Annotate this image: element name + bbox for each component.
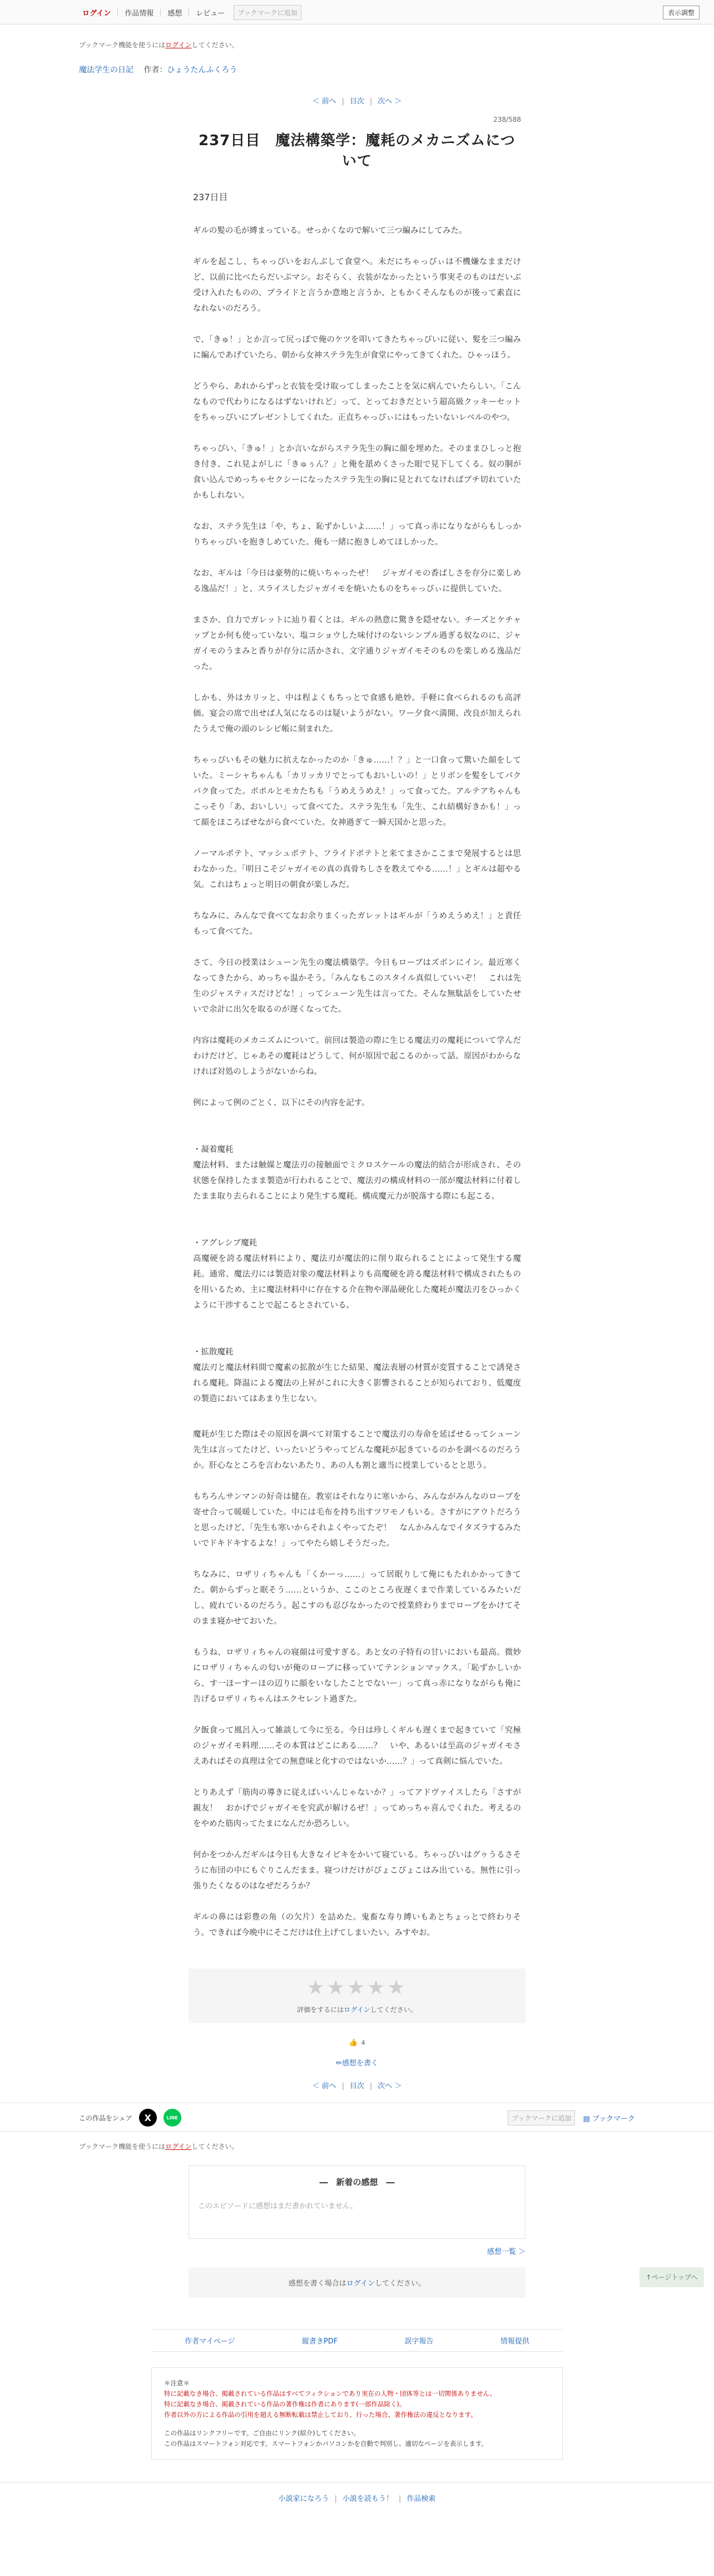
caution-red-text: 特に記載なき場合、掲載されている作品の著作権は作者にあります(一部作品除く)。: [164, 2400, 406, 2408]
section-title: ・凝着魔耗: [193, 1145, 234, 1154]
reaction-row: [0, 2039, 714, 2047]
author-link[interactable]: ひょうたんふくろう: [167, 66, 237, 75]
bookmark-login-notice: [79, 2142, 635, 2151]
body-paragraph: ちゃっぴい、「きゅ！」とか言いながらステラ先生の胸に顔を埋めた。そのままひしっと抱き付き、これ見よがしに「きゅぅん？」と俺を舐めくさった眼で見下してくる。奴の胴が食い込んでめっちゃセクシーになったステラ先生の胸に見とれてなければブチ切れていたかもしれない。: [193, 444, 521, 500]
reaction-count: 4: [361, 2039, 365, 2046]
bookmark-add-button-disabled: ブックマークに追加: [508, 2110, 575, 2125]
body-paragraph: ギルを起こし、ちゃっぴいをおんぶして食堂へ。未だにちゃっぴぃは不機嫌なままだけど、以前に比べたらだいぶマシ。おそらく、衣装がなかったという事実そのものはだいぶ受け入れたものの、プライドと言うか意地と言うか、ともかくそんなものが後って素直になれないのだろう。: [193, 258, 521, 313]
vertical-pdf-link[interactable]: 縦書きPDF: [301, 2337, 338, 2346]
bottom-links: [0, 2482, 714, 2518]
section-title: ・拡散魔耗: [193, 1348, 234, 1357]
star-rating-icon[interactable]: ★★★★★: [306, 1976, 408, 1999]
body-paragraph: 何かをつかんだギルは今日も大きなイビキをかいて寝ている。ちゃっぴいはグゥうるさそうに布団の中にもぐりこんだまま。寝つけだけがぴょこぴょこはみ出ている。無性に引っ張りたくなるのはなぜだろうか？: [193, 1851, 521, 1891]
login-link[interactable]: ログイン: [82, 9, 111, 18]
top-bar-inner: [79, 0, 635, 24]
body-paragraph: まさか、自力でガレットに辿り着くとは。ギルの熱意に驚きを隠せない。チーズとケチャップとか何も使っていない、塩コショウした味付けのないシンプル過ぎる奴なのに、ジャガイモのうまみと香りが存分に活かされ、文字通りジャガイモそのものを楽しめる逸品だった。: [193, 616, 521, 671]
review-write-text: してください。: [375, 2280, 426, 2288]
body-paragraph: 内容は魔耗のメカニズムについて。前回は製造の際に生じる魔法刃の魔耗について学んだわけだけど、じゃあその魔耗はどうして、何が原因で起こるのかって話。原因がわからなければ対処のしようがないからね。: [193, 1036, 521, 1076]
caution-box: [151, 2367, 563, 2460]
body-paragraph: 例によって例のごとく、以下にその内容を記す。: [193, 1099, 370, 1107]
lower-container: [79, 2142, 635, 2151]
thumbs-up-icon[interactable]: 👍: [349, 2039, 358, 2047]
rating-note-text: してください。: [370, 2006, 417, 2014]
no-reviews-text: このエピソードに感想はまだ書かれていません。: [198, 2202, 358, 2211]
caution-red-text: 作者以外の方による作品の引用を超える無断転載は禁止しており、行った場合、著作権法の違反となります。: [164, 2411, 477, 2419]
episode-count: 238/588: [493, 116, 521, 123]
body-paragraph: ギルの髪の毛が縛まっている。せっかくなので解いて三つ編みにしてみた。: [193, 226, 467, 235]
body-paragraph: ギルの鼻には彩豊の角（の欠片）を詰めた。鬼畜な寿り縛いもあとちょっとで終わりそう。できれば今晩中にそこだけは仕上げてしまいたい。みすやお。: [193, 1913, 521, 1937]
rating-note-text: 評価をするには: [297, 2006, 344, 2014]
share-inner: [79, 2103, 635, 2132]
bottom-sep: |: [399, 2495, 401, 2503]
pager-sep: |: [341, 2082, 344, 2090]
series-line: [79, 64, 635, 75]
page-top-button[interactable]: ↑ページトップへ: [639, 2267, 704, 2287]
review-short-link[interactable]: レビュー: [196, 9, 225, 18]
review-list-link-wrap: [189, 2246, 525, 2256]
notice-text: ブックマーク機能を使うには: [79, 2143, 166, 2150]
pager-sep: |: [370, 97, 373, 106]
reviews-link[interactable]: 感想: [167, 9, 182, 18]
section-title: ・アグレシブ魔耗: [193, 1239, 257, 1248]
body-paragraph: ノーマルポテト、マッシュポテト、フライドポテトと来てまさかここまで発展するとは思わなかった。「明日こそジャガイモの真の真骨ちしさを教えてやる……！」とギルは超やる気。これはちょっと明日の朝食が楽しみだ。: [193, 849, 521, 889]
review-login-link[interactable]: ログイン: [346, 2280, 375, 2288]
toc-link[interactable]: 目次: [349, 97, 364, 106]
body-paragraph: 夕飯食って風呂入って雑談して今に至る。今日は珍しくギルも遅くまで起きていて「究極のジャガイモ料理……その本質はどこにある……？ いや、あるいは至高のジャガイモさえあればその真理は全ての無意味と化すのではないか……？」って真剣に悩んでいた。: [193, 1726, 521, 1766]
body-paragraph: もちろんサンマンの好奇は健在。教室はそれなりに寒いから、みんながみんなのローブを寄せ合って暖暖していた。中には毛布を持ち出すツワモノもいる。さすがにアウトだろうと思ったけど、「先生も寒いからそれよくやってたぞ！ なんかみんなでイタズラするみたいでドキドキするよな！」ってやたら嬉しそうだった。: [193, 1492, 521, 1548]
works-info-link[interactable]: 作品情報: [125, 9, 154, 18]
work-search-link[interactable]: 作品検索: [406, 2495, 436, 2503]
caution-heading: ＊注意＊: [164, 2379, 190, 2387]
pager-bottom: [0, 2080, 714, 2090]
notice-text: してください。: [191, 2143, 239, 2150]
yomou-link[interactable]: 小説を読もう！: [342, 2495, 393, 2503]
episode-body: [193, 223, 521, 1941]
section-body: 魔法材料、または触媒と魔法刃の接触面でミクロスケールの魔法的結合が形成され、その状態を保持したまま製造が行われることで、魔法刃の構成材料の一部が魔法材料に付着したまま取り去られることにより発生する魔耗。構成魔元力が脱落する際にも起こる。: [193, 1161, 521, 1201]
body-paragraph: ちなみに、みんなで食べてなお余りまくったガレットはギルが「うめえうめえ！」と責任もって食べてた。: [193, 912, 521, 936]
rating-login-link[interactable]: ログイン: [344, 2006, 370, 2014]
notice-login-link[interactable]: ログイン: [165, 2143, 192, 2150]
info-provide-link[interactable]: 情報提供: [500, 2337, 529, 2346]
rating-note: [189, 2005, 525, 2014]
author-label: 作者：: [143, 66, 167, 75]
new-reviews-heading: ― 新着の感想 ―: [319, 2177, 395, 2187]
body-paragraph: とりあえず「筋肉の導きに従えばいいんじゃないか？」ってアドヴァイスしたら「さすが親友！ おかげでジャガイモを究武が解けるぜ！」ってめっちゃ喜んでくれた。考えるのをやめた筋肉ってたまになんだか恐ろしい。: [193, 1788, 521, 1828]
body-paragraph: ちゃっぴいもその魅力に抗えなかったのか「きゅ……！？」と一口食って驚いた顔をしていた。ミーシャちゃんも「カリッカリでとってもおいしいの！」とリボンを髪をしてパクパク食ってた。ポポルとモカたちも「うめえうめえ！」って食ってた。アルテアちゃんもこっそり「あ、おいしい」って食べてた。ステラ先生も「先生、これ結構好きかも！」って顔をほころばせながら食べていた。女神過ぎて一瞬天国かと思った。: [193, 756, 521, 827]
body-paragraph: なお、ステラ先生は「や、ちょ、恥ずかしいよ……！」って真っ赤になりながらもしっかりちゃっぴいを抱きしめていた。俺も一緒に抱きしめてほしかった。: [193, 522, 521, 547]
bookmark-login-notice: [79, 40, 635, 50]
nav-divider: [117, 8, 118, 16]
notice-text: ブックマーク機能を使うには: [79, 41, 166, 49]
pager-sep: |: [341, 97, 344, 106]
caution-plain-text: この作品はスマートフォン対応です。スマートフォンかパソコンかを自動で判別し、適切なページを表示します。: [164, 2440, 488, 2448]
pager-top: [79, 95, 635, 106]
bottom-sep: |: [334, 2495, 337, 2503]
display-settings-button[interactable]: 表示調整: [663, 6, 700, 19]
narou-link[interactable]: 小説家になろう: [278, 2495, 329, 2503]
body-paragraph: ちなみに、ロザリィちゃんも「くかーっ……」って居眠りして俺にもたれかかってきてた。朝からずっと眠そう……というか、ここのところ夜遅くまで作業しているみたいだし、疲れているのだろう。起こすのも忍びなかったので授業終わりまでローブをかけてそのまま寝かせておいた。: [193, 1570, 521, 1626]
main-container: [79, 40, 635, 1941]
prev-link[interactable]: ＜ 前へ: [312, 97, 336, 106]
series-title-link[interactable]: 魔法学生の日記: [79, 66, 133, 75]
next-link[interactable]: 次へ ＞: [378, 97, 402, 106]
bookmark-icon: ▤: [583, 2114, 592, 2123]
episode-title: 237日目 魔法構築学：魔耗のメカニズムについて: [199, 132, 515, 170]
section-body: 魔法刃と魔法材料間で魔素の拡散が生じた結果、魔法表層の材質が変質することで誘発される魔耗。降温による魔法の上昇がこれに大きく影響されることが知られており、低魔度の製造においてはあまり生じない。: [193, 1363, 521, 1403]
caution-plain-text: この作品はリンクフリーです。ご自由にリンク(紹介)してください。: [164, 2429, 360, 2437]
section-body: 高魔硬を誇る魔法材料により、魔法刃が魔法的に削り取られることによって発生する魔耗。通常、魔法刃には製造対象の魔法材料よりも高魔硬を誇る魔法材料で構成されたものを用いるため、主に魔法材料中に存在する介在物や渾晶硬化した魔耗が魔法刃をひっかくように干渉することで起こるとされている。: [193, 1254, 521, 1310]
bookmark-link[interactable]: [583, 2113, 635, 2123]
top-bar: [0, 0, 714, 24]
rating-box: [189, 1969, 525, 2023]
body-paragraph: なお、ギルは「今日は豪勢的に焼いちゃったぜ！ ジャガイモの香ばしさを存分に楽しめる逸品だ！」と、スライスしたジャガイモを焼いたものをちゃっぴぃに提供していた。: [193, 569, 521, 594]
write-review-link[interactable]: ✏感想を書く: [336, 2059, 378, 2068]
prev-link[interactable]: ＜ 前へ: [312, 2082, 336, 2090]
new-reviews-box: [189, 2165, 525, 2239]
typo-report-link[interactable]: 誤字報告: [404, 2337, 434, 2346]
share-right: [505, 2110, 635, 2125]
pager-sep: |: [370, 2082, 373, 2090]
x-share-icon[interactable]: X: [139, 2109, 157, 2127]
line-share-icon[interactable]: LINE: [163, 2109, 181, 2127]
body-paragraph: どうやら、あれからずっと衣装を受け取ってしまったことを気に病んでいたらしい。「こんなもので代わりになるはずないけれど」って、とっておきだという超高級クッキーセットをちゃっぴいにプレゼントしてくれた。正直ちゃっぴぃにはもったいないレベルのやつ。: [193, 382, 521, 422]
bookmark-label: ブックマーク: [592, 2114, 635, 2123]
bookmark-add-button-disabled: ブックマークに追加: [234, 5, 301, 20]
author-mypage-link[interactable]: 作者マイページ: [185, 2337, 235, 2346]
review-write-box: [189, 2267, 525, 2298]
episode-subtitle: 237日目: [193, 192, 228, 202]
caution-red-text: 特に記載なき場合、掲載されている作品はすべてフィクションであり実在の人物・団体等とは一切関係ありません。: [164, 2390, 497, 2397]
body-paragraph: で、「きゅ！」とか言って尻っぽで俺のケツを叩いてきたちゃっぴいに従い、髪を三つ編みに編んであげていたら、朝から女神ステラ先生が食堂にやってきてくれた。ひゃっほう。: [193, 335, 521, 360]
nav-divider: [160, 8, 161, 16]
episode-wrap: [193, 116, 521, 1941]
review-write-text: 感想を書く場合は: [288, 2280, 346, 2288]
toc-link[interactable]: 目次: [349, 2082, 364, 2090]
footer-links: [151, 2329, 563, 2352]
body-paragraph: しかも、外はカリッと、中は程よくもちっとで食感も絶妙。手軽に食べられるのも高評価。宴会の席で出せば人気になるのは疑いようがない。ワー夕食べ満開、改良が加えられたうえで俺の頭のレシピ帳に刻まれた。: [193, 694, 521, 734]
notice-text: してください。: [191, 41, 239, 49]
share-bar: [0, 2103, 714, 2132]
review-list-link[interactable]: 感想一覧 ＞: [487, 2248, 525, 2256]
notice-login-link[interactable]: ログイン: [165, 41, 192, 49]
body-paragraph: もうね、ロザリィちゃんの寝顔は可愛すぎる。あと女の子特有の甘いにおいも最高。微妙にロザリィちゃんの匂いが俺のローブに移っていてテンションマックス。「恥ずかしいから、す一ほーすーほの辺りに顔をいなしたことでないー」って真っ赤になりながらも俺に告げるロザリィちゃんはエクセレント過ぎた。: [193, 1648, 521, 1704]
next-link[interactable]: 次へ ＞: [378, 2082, 402, 2090]
share-label: この作品をシェア: [79, 2114, 132, 2122]
body-paragraph: さて、今日の授業はシューン先生の魔法構築学。今日もローブはズボンにイン。最近寒くなってきたから、めっちゃ温かそう。「みんなもこのスタイル真似していいぞ！ これは先生のジャスティスだけどな！」ってシューン先生は言ってた。そんな無駄話をしていたせいで余計に出欠を取るのが遅くなってた。: [193, 958, 521, 1014]
body-paragraph: 魔耗が生じた際はその原因を調べて対策することで魔法刃の寿命を延ばせるってシューン先生は言ってたけど、いったいどうやってどんな魔耗が起きているのかを調べるのだろうか。肝心なところを言わないあたり、あの人も割と適当に授業しているとと思う。: [193, 1430, 521, 1470]
